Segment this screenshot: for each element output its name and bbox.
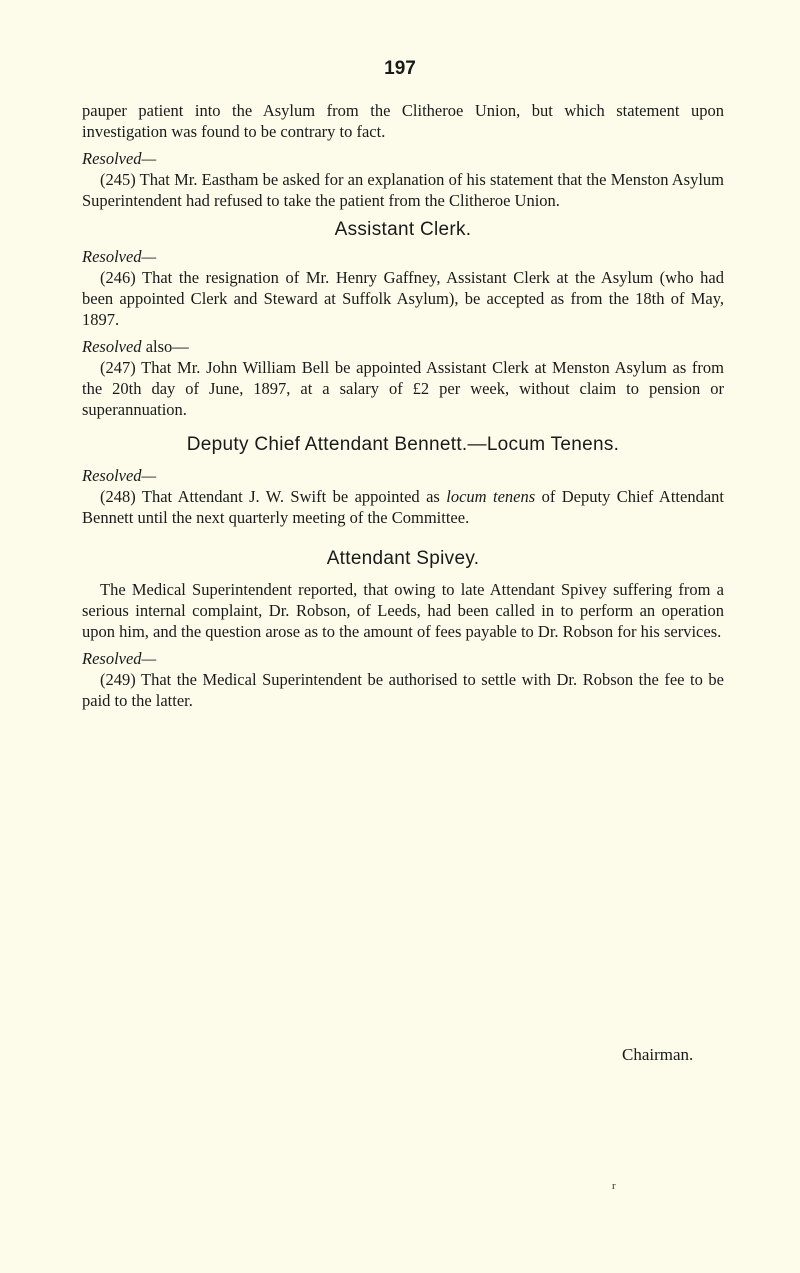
resolution-245: (245) That Mr. Eastham be asked for an explanation of his statement that the Menston Asylum Superintendent had refused to take the patient from the Clitheroe Union. bbox=[82, 170, 724, 210]
chairman-signature-line: Chairman. bbox=[622, 1045, 694, 1064]
resolved-label-245: Resolved— bbox=[82, 149, 157, 168]
spivey-paragraph: The Medical Superintendent reported, that owing to late Attendant Spivey suffering from a serious internal complaint, Dr. Robson, of Leeds, had been called in to perform an operation upon him, and the question arose as to the amount of fees payable to Dr. Robson for his services. bbox=[82, 580, 724, 641]
stray-mark: r bbox=[612, 1180, 616, 1192]
intro-paragraph: pauper patient into the Asylum from the Clitheroe Union, but which statement upon investigation was found to be contrary to fact. bbox=[82, 101, 724, 141]
resolved-label-248: Resolved— bbox=[82, 466, 157, 485]
resolution-248-italic: locum tenens bbox=[446, 487, 536, 506]
resolved-label-249: Resolved— bbox=[82, 649, 157, 668]
resolution-249: (249) That the Medical Superintendent be authorised to settle with Dr. Robson the fee to be paid to the latter. bbox=[82, 670, 724, 710]
resolved-also-label-247 bbox=[82, 336, 724, 357]
heading-assistant-clerk: Assistant Clerk. bbox=[334, 219, 472, 240]
page-body bbox=[82, 100, 724, 711]
resolved-word: Resolved bbox=[82, 337, 142, 356]
resolution-247: (247) That Mr. John William Bell be appointed Assistant Clerk at Menston Asylum as from the 20th day of June, 1897, at a salary of £2 per week, without claim to pension or superannuation. bbox=[82, 358, 724, 419]
page-number: 197 bbox=[384, 58, 416, 79]
also-word: also— bbox=[145, 337, 189, 356]
resolution-248-text-b: of Deputy Chief Attendant Bennett until the next quarterly meeting of the Committee. bbox=[82, 487, 724, 527]
heading-attendant-spivey: Attendant Spivey. bbox=[326, 548, 480, 569]
resolution-248 bbox=[82, 486, 724, 528]
resolution-246: (246) That the resignation of Mr. Henry Gaffney, Assistant Clerk at the Asylum (who had been appointed Clerk and Steward at Suffolk Asylum), be accepted as from the 18th of May, 1897. bbox=[82, 268, 724, 329]
heading-deputy-chief-attendant: Deputy Chief Attendant Bennett.—Locum Tenens. bbox=[186, 434, 620, 455]
resolution-248-text-a: (248) That Attendant J. W. Swift be appointed as bbox=[100, 487, 447, 506]
resolved-label-246: Resolved— bbox=[82, 247, 157, 266]
